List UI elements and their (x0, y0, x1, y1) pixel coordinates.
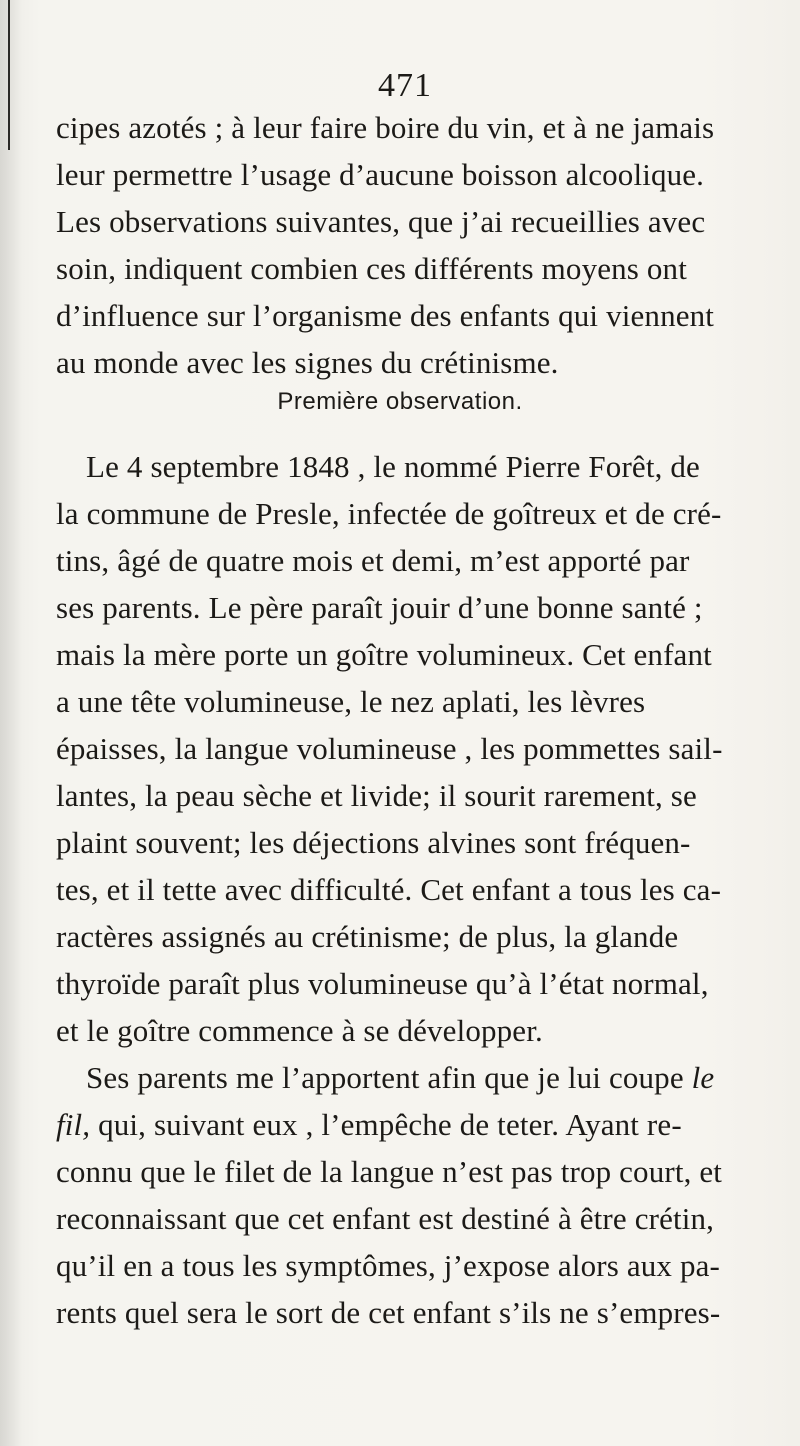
text-line: et le goître commence à se développer. (56, 1013, 543, 1048)
text-line: d’influence sur l’organisme des enfants qui viennent (56, 298, 715, 333)
text-line: ractères assignés au crétinisme; de plus, la glande (56, 919, 679, 954)
text-line: Les observations suivantes, que j’ai recueillies avec (56, 204, 706, 239)
page-spine-shadow (0, 0, 22, 1446)
text-run: Ses parents me l’apportent afin que je lui coupe (86, 1060, 684, 1095)
observation-heading: Première observation. (277, 388, 523, 415)
text-run: qui, suivant eux , l’empêche de teter. Ayant re- (98, 1107, 682, 1142)
text-line: connu que le filet de la langue n’est pas trop court, et (56, 1154, 723, 1189)
text-line: cipes azotés ; à leur faire boire du vin, et à ne jamais (56, 110, 715, 145)
text-line (86, 1058, 714, 1098)
text-line: leur permettre l’usage d’aucune boisson alcoolique. (56, 157, 705, 192)
text-line: Le 4 septembre 1848 , le nommé Pierre Forêt, de (86, 449, 700, 484)
text-line (56, 1105, 682, 1145)
text-line: qu’il en a tous les symptômes, j’expose alors aux pa- (56, 1248, 720, 1283)
text-line: rents quel sera le sort de cet enfant s’ils ne s’empres- (56, 1295, 721, 1330)
text-line: ses parents. Le père paraît jouir d’une bonne santé ; (56, 590, 703, 625)
text-line: soin, indiquent combien ces différents moyens ont (56, 251, 687, 286)
text-line: tes, et il tette avec difficulté. Cet enfant a tous les ca- (56, 872, 722, 907)
text-line: plaint souvent; les déjections alvines sont fréquen- (56, 825, 691, 860)
italic-text-run: le (691, 1060, 715, 1095)
text-line: au monde avec les signes du crétinisme. (56, 345, 559, 380)
text-line: lantes, la peau sèche et livide; il sourit rarement, se (56, 778, 697, 813)
page-edge-line (8, 0, 10, 150)
text-line: épaisses, la langue volumineuse , les pommettes sail- (56, 731, 723, 766)
text-line: tins, âgé de quatre mois et demi, m’est apporté par (56, 543, 690, 578)
text-line: la commune de Presle, infectée de goîtreux et de cré- (56, 496, 722, 531)
text-line: reconnaissant que cet enfant est destiné à être crétin, (56, 1201, 715, 1236)
page-number: 471 (378, 67, 432, 104)
text-line: a une tête volumineuse, le nez aplati, les lèvres (56, 684, 646, 719)
text-line: thyroïde paraît plus volumineuse qu’à l’état normal, (56, 966, 709, 1001)
text-line: mais la mère porte un goître volumineux. Cet enfant (56, 637, 712, 672)
italic-text-run: fil, (56, 1107, 91, 1142)
